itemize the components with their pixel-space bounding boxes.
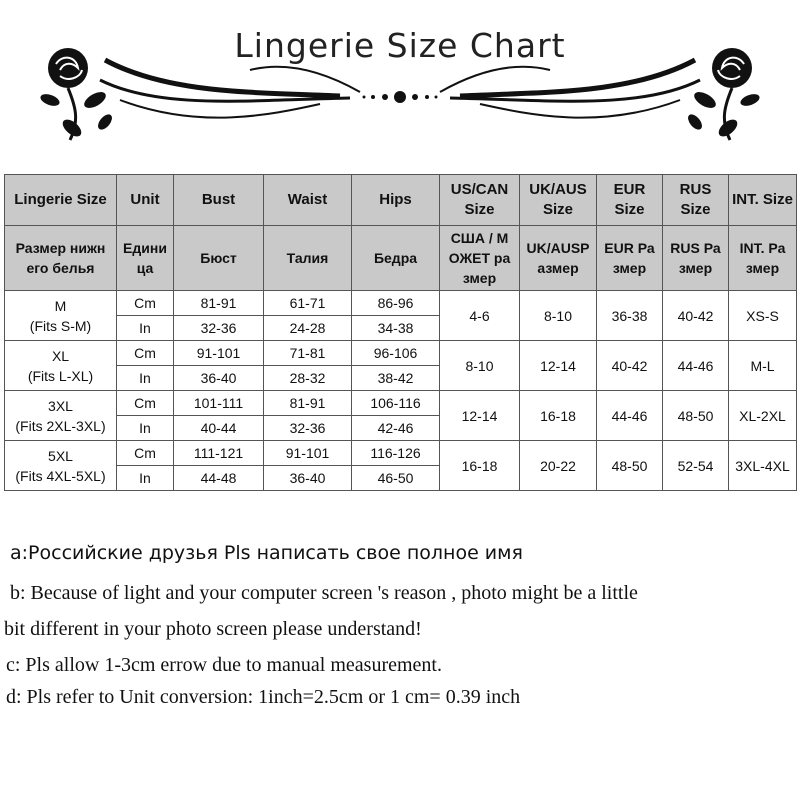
col-header: Waist xyxy=(264,175,352,226)
size-name: M xyxy=(54,297,67,314)
waist-cell: 81-91 xyxy=(264,391,352,416)
unit-cell: In xyxy=(117,316,174,341)
col-header: EUR Size xyxy=(597,175,663,226)
uk-size-cell: 8-10 xyxy=(520,291,597,341)
int-size-cell: 3XL-4XL xyxy=(729,441,797,491)
hips-cell: 34-38 xyxy=(352,316,440,341)
size-label-cell xyxy=(5,391,117,441)
us-size-cell: 8-10 xyxy=(440,341,520,391)
int-size-cell: XL-2XL xyxy=(729,391,797,441)
col-header-ru: Бюст xyxy=(174,226,264,291)
rus-size-cell: 52-54 xyxy=(663,441,729,491)
unit-cell: Cm xyxy=(117,441,174,466)
size-chart-table xyxy=(4,174,797,491)
col-header-ru: UK/AUSP азмер xyxy=(520,226,597,291)
unit-cell: Cm xyxy=(117,291,174,316)
header-row-ru xyxy=(5,226,797,291)
waist-cell: 71-81 xyxy=(264,341,352,366)
header-row-en xyxy=(5,175,797,226)
us-size-cell: 16-18 xyxy=(440,441,520,491)
size-name: XL xyxy=(51,347,70,364)
hips-cell: 86-96 xyxy=(352,291,440,316)
unit-cell: In xyxy=(117,466,174,491)
col-header-ru: Бедра xyxy=(352,226,440,291)
waist-cell: 32-36 xyxy=(264,416,352,441)
uk-size-cell: 16-18 xyxy=(520,391,597,441)
waist-cell: 91-101 xyxy=(264,441,352,466)
unit-cell: In xyxy=(117,416,174,441)
waist-cell: 24-28 xyxy=(264,316,352,341)
hips-cell: 38-42 xyxy=(352,366,440,391)
bust-cell: 101-111 xyxy=(174,391,264,416)
rus-size-cell: 48-50 xyxy=(663,391,729,441)
waist-cell: 28-32 xyxy=(264,366,352,391)
size-label-cell xyxy=(5,341,117,391)
bust-cell: 40-44 xyxy=(174,416,264,441)
rus-size-cell: 40-42 xyxy=(663,291,729,341)
note-b-line1: b: Because of light and your computer screen 's reason , photo might be a little xyxy=(10,582,638,604)
us-size-cell: 4-6 xyxy=(440,291,520,341)
col-header: Lingerie Size xyxy=(5,175,117,226)
hips-cell: 42-46 xyxy=(352,416,440,441)
int-size-cell: XS-S xyxy=(729,291,797,341)
hips-cell: 46-50 xyxy=(352,466,440,491)
rus-size-cell: 44-46 xyxy=(663,341,729,391)
hips-cell: 106-116 xyxy=(352,391,440,416)
col-header: US/CAN Size xyxy=(440,175,520,226)
bust-cell: 111-121 xyxy=(174,441,264,466)
eur-size-cell: 40-42 xyxy=(597,341,663,391)
note-d: d: Pls refer to Unit conversion: 1inch=2.5cm or 1 cm= 0.39 inch xyxy=(6,686,521,708)
col-header-ru: INT. Ра змер xyxy=(729,226,797,291)
col-header-ru: RUS Ра змер xyxy=(663,226,729,291)
note-a: a:Российские друзья Pls написать свое полное имя xyxy=(10,542,523,564)
col-header-ru: EUR Ра змер xyxy=(597,226,663,291)
bust-cell: 91-101 xyxy=(174,341,264,366)
table-row xyxy=(5,441,797,466)
col-header: Unit xyxy=(117,175,174,226)
us-size-cell: 12-14 xyxy=(440,391,520,441)
hips-cell: 96-106 xyxy=(352,341,440,366)
note-c: c: Pls allow 1-3cm errow due to manual measurement. xyxy=(6,654,442,676)
page-title: Lingerie Size Chart xyxy=(234,26,566,65)
size-label-cell xyxy=(5,291,117,341)
col-header: Bust xyxy=(174,175,264,226)
eur-size-cell: 36-38 xyxy=(597,291,663,341)
rose-ornament-icon xyxy=(0,0,800,160)
decorative-header xyxy=(0,0,800,160)
col-header-ru: Едини ца xyxy=(117,226,174,291)
waist-cell: 61-71 xyxy=(264,291,352,316)
col-header: RUS Size xyxy=(663,175,729,226)
unit-cell: Cm xyxy=(117,341,174,366)
eur-size-cell: 44-46 xyxy=(597,391,663,441)
bust-cell: 81-91 xyxy=(174,291,264,316)
size-name: 3XL xyxy=(48,397,73,414)
size-fits: (Fits L-XL) xyxy=(27,367,94,384)
eur-size-cell: 48-50 xyxy=(597,441,663,491)
waist-cell: 36-40 xyxy=(264,466,352,491)
col-header-ru: США / М ОЖЕТ ра змер xyxy=(440,226,520,291)
table-row xyxy=(5,291,797,316)
col-header-ru: Талия xyxy=(264,226,352,291)
unit-cell: In xyxy=(117,366,174,391)
unit-cell: Cm xyxy=(117,391,174,416)
col-header: Hips xyxy=(352,175,440,226)
col-header: UK/AUS Size xyxy=(520,175,597,226)
table-row xyxy=(5,341,797,366)
note-b-line2: bit different in your photo screen please understand! xyxy=(4,618,422,640)
size-name: 5XL xyxy=(48,447,73,464)
table-row xyxy=(5,391,797,416)
uk-size-cell: 12-14 xyxy=(520,341,597,391)
col-header-ru: Размер нижн его белья xyxy=(5,226,117,291)
int-size-cell: M-L xyxy=(729,341,797,391)
size-fits: (Fits S-M) xyxy=(29,317,92,334)
hips-cell: 116-126 xyxy=(352,441,440,466)
size-fits: (Fits 2XL-3XL) xyxy=(15,417,106,434)
bust-cell: 36-40 xyxy=(174,366,264,391)
uk-size-cell: 20-22 xyxy=(520,441,597,491)
col-header: INT. Size xyxy=(729,175,797,226)
size-label-cell xyxy=(5,441,117,491)
size-fits: (Fits 4XL-5XL) xyxy=(15,467,106,484)
bust-cell: 32-36 xyxy=(174,316,264,341)
bust-cell: 44-48 xyxy=(174,466,264,491)
